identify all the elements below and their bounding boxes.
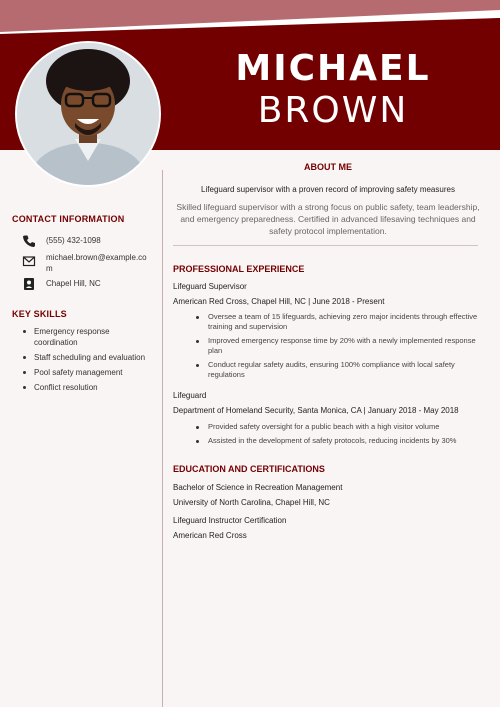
contact-heading: CONTACT INFORMATION <box>12 214 125 224</box>
job-title: Lifeguard Supervisor <box>173 282 247 291</box>
experience-heading: PROFESSIONAL EXPERIENCE <box>173 264 305 274</box>
about-body: Skilled lifeguard supervisor with a strong focus on public safety, team leadership, and emergency preparedness. Certified in advanced lifesaving techniques and safety protocol implementation. <box>176 202 480 236</box>
last-name: BROWN <box>257 90 409 131</box>
job-bullet: Oversee a team of 15 lifeguards, achieving zero major incidents through effective training and supervision <box>195 312 480 332</box>
job-employer: Department of Homeland Security, Santa Monica, CA | January 2018 - May 2018 <box>173 406 459 415</box>
location-text: Chapel Hill, NC <box>46 279 101 288</box>
skills-heading: KEY SKILLS <box>12 309 67 319</box>
profile-photo <box>15 41 161 187</box>
certification-name: Lifeguard Instructor Certification <box>173 516 287 525</box>
school-name: University of North Carolina, Chapel Hill, NC <box>173 498 330 507</box>
job-bullets <box>195 312 480 384</box>
skill-item: Staff scheduling and evaluation <box>22 352 152 363</box>
job-bullet: Assisted in the development of safety protocols, reducing incidents by 30% <box>195 436 480 446</box>
skill-item: Pool safety management <box>22 367 152 378</box>
column-divider <box>162 170 163 707</box>
job-bullets <box>195 422 480 450</box>
email-text: michael.brown@example.com <box>46 253 147 273</box>
about-heading: ABOUT ME <box>304 162 352 172</box>
contact-email-row <box>22 252 150 276</box>
certification-issuer: American Red Cross <box>173 531 247 540</box>
job-bullet: Conduct regular safety audits, ensuring 100% compliance with local safety regulations <box>195 360 480 380</box>
phone-text: (555) 432-1098 <box>46 236 101 245</box>
job-title: Lifeguard <box>173 391 207 400</box>
contact-location-row <box>22 278 150 292</box>
section-divider <box>173 245 478 246</box>
phone-icon <box>22 234 36 248</box>
education-heading: EDUCATION AND CERTIFICATIONS <box>173 464 325 474</box>
skill-item: Emergency response coordination <box>22 326 152 348</box>
skill-item: Conflict resolution <box>22 382 152 393</box>
job-bullet: Provided safety oversight for a public beach with a high visitor volume <box>195 422 480 432</box>
degree-name: Bachelor of Science in Recreation Management <box>173 483 343 492</box>
email-icon <box>22 254 36 268</box>
about-lead: Lifeguard supervisor with a proven record of improving safety measures <box>201 185 455 194</box>
contact-phone-row <box>22 235 150 249</box>
skills-list <box>22 326 152 397</box>
job-employer: American Red Cross, Chapel Hill, NC | June 2018 - Present <box>173 297 385 306</box>
first-name: MICHAEL <box>235 48 431 89</box>
job-bullet: Improved emergency response time by 20% with a newly implemented response plan <box>195 336 480 356</box>
location-icon <box>22 277 36 291</box>
